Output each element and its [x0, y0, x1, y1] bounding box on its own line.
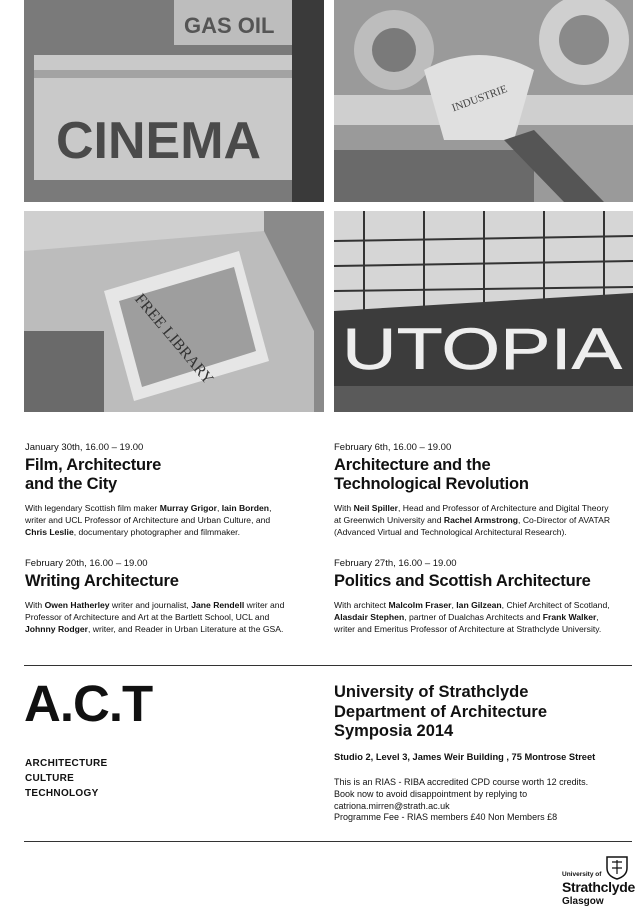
session-title	[334, 456, 634, 494]
session-title-line: Technological Revolution	[334, 475, 529, 493]
desc-text: , partner of Dualchas Architects and	[404, 612, 543, 623]
session-description	[25, 599, 325, 636]
heading-line: Symposia 2014	[334, 722, 454, 740]
contact-email[interactable]: catriona.mirren@strath.ac.uk	[334, 800, 450, 811]
cinema-sign-main: CINEMA	[56, 112, 262, 170]
session-title: Politics and Scottish Architecture	[334, 572, 591, 590]
logo-line: Glasgow	[562, 896, 604, 907]
desc-text: , writer, and Reader in Urban Literature at the GSA.	[88, 624, 284, 635]
speaker-name: Jane Rendell	[191, 600, 245, 610]
desc-text: (Advanced Virtual and Technological Architectural Research).	[334, 527, 567, 538]
info-line: Book now to avoid disappointment by replying to	[334, 788, 528, 799]
session-description	[334, 599, 634, 636]
session-date: February 6th, 16.00 – 19.00	[334, 442, 452, 453]
speaker-name: Johnny Rodger	[25, 624, 89, 635]
desc-text: , Chief Architect of Scotland,	[501, 600, 610, 610]
info-line: Programme Fee - RIAS members £40 Non Members £8	[334, 812, 558, 823]
session-1	[25, 442, 325, 539]
speaker-name: Malcolm Fraser	[388, 600, 452, 610]
session-3	[25, 558, 325, 636]
ornament-plaque-text: INDUSTRIE	[450, 83, 509, 115]
desc-text: ,	[269, 503, 272, 513]
divider-bottom	[24, 841, 632, 842]
speaker-name: Chris Leslie	[25, 527, 74, 538]
logo-line: University of	[562, 871, 602, 878]
library-carving-text: FREE LIBRARY	[131, 290, 217, 388]
photo-utopia	[334, 211, 633, 412]
desc-text: writer and	[244, 600, 285, 610]
act-line: ARCHITECTURE	[25, 758, 108, 769]
session-title-line: and the City	[25, 475, 118, 493]
desc-text: ,	[451, 600, 457, 610]
act-line: TECHNOLOGY	[25, 788, 99, 799]
desc-text: With architect	[334, 600, 389, 610]
info-line: This is an RIAS - RIBA accredited CPD course worth 12 credits.	[334, 777, 589, 787]
university-heading	[334, 683, 547, 742]
desc-text: With legendary Scottish film maker	[25, 503, 160, 513]
desc-text: at Greenwich University and	[334, 515, 444, 526]
session-description	[25, 502, 325, 539]
heading-line: University of Strathclyde	[334, 683, 529, 701]
desc-text: ,	[596, 612, 599, 623]
speaker-name: Rachel Armstrong	[443, 515, 519, 526]
desc-text: writer and Emeritus Professor of Architecture at Strathclyde University.	[334, 624, 602, 635]
session-date: February 20th, 16.00 – 19.00	[25, 558, 148, 569]
speaker-name: Ian Gilzean	[456, 600, 502, 610]
desc-text: , Head and Professor of Architecture and Digital Theory	[398, 503, 609, 513]
logo-wordmark: Strathclyde	[562, 879, 635, 895]
speaker-name: Murray Grigor	[159, 503, 217, 513]
session-title: Writing Architecture	[25, 572, 179, 590]
booking-info	[334, 777, 624, 824]
session-2	[334, 442, 634, 539]
desc-text: writer and UCL Professor of Architecture and Urban Culture, and	[25, 515, 271, 526]
desc-text: Professor of Architecture and Art at the Bartlett School, UCL and	[25, 612, 270, 623]
photo-library	[24, 211, 324, 412]
desc-text: writer and journalist,	[109, 600, 192, 610]
crest-icon	[606, 856, 628, 880]
photo-ornament	[334, 0, 633, 202]
desc-text: With	[25, 600, 45, 610]
speaker-name: Owen Hatherley	[44, 600, 110, 610]
act-subtitle	[25, 756, 108, 801]
desc-text: ,	[217, 503, 222, 513]
desc-text: With	[334, 503, 354, 513]
act-title: A.C.T	[24, 675, 153, 732]
desc-text: , documentary photographer and filmmaker.	[73, 527, 240, 538]
speaker-name: Iain Borden	[221, 503, 270, 513]
venue: Studio 2, Level 3, James Weir Building , 75 Montrose Street	[334, 752, 596, 762]
heading-line: Department of Architecture	[334, 702, 548, 721]
session-date: January 30th, 16.00 – 19.00	[25, 442, 144, 453]
act-line: CULTURE	[25, 773, 75, 784]
session-title	[25, 456, 325, 494]
session-4	[334, 558, 634, 636]
desc-text: , Co-Director of AVATAR	[518, 515, 611, 526]
utopia-sign-text: UTOPIA	[342, 317, 623, 382]
session-title-line: Architecture and the	[334, 456, 491, 474]
speaker-name: Alasdair Stephen	[334, 612, 405, 623]
speaker-name: Frank Walker	[542, 612, 597, 623]
session-date: February 27th, 16.00 – 19.00	[334, 558, 457, 569]
speaker-name: Neil Spiller	[353, 503, 398, 513]
cinema-sign-top: GAS OIL	[184, 13, 275, 38]
session-title-line: Film, Architecture	[25, 456, 162, 474]
photo-cinema	[24, 0, 324, 202]
university-logo	[548, 852, 634, 912]
divider-top	[24, 665, 632, 666]
session-description	[334, 502, 634, 539]
